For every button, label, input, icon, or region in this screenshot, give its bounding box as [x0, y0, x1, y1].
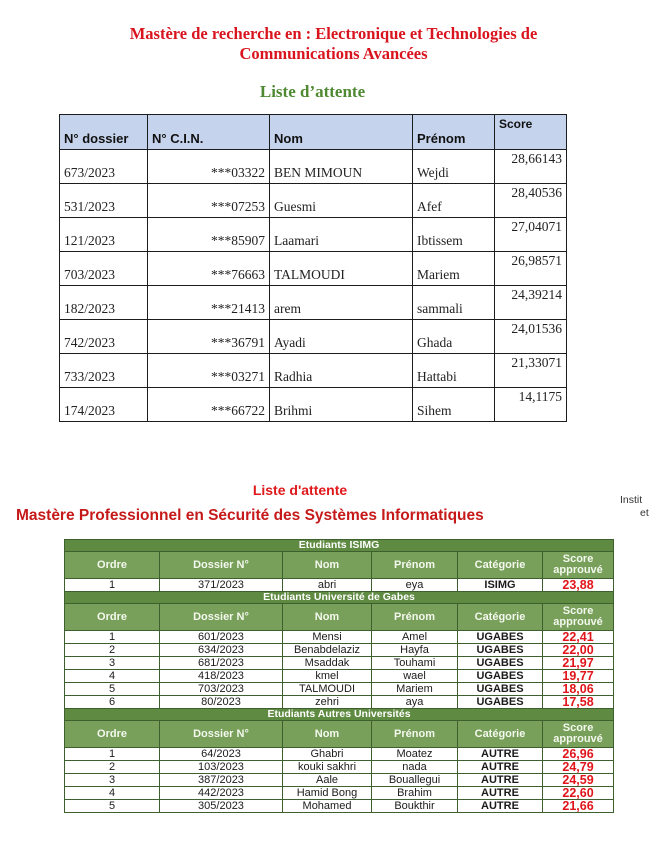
cell-dossier: 673/2023 — [60, 150, 148, 184]
cell-score: 17,58 — [543, 696, 614, 709]
table-row — [65, 631, 614, 644]
cell-prenom: Mariem — [413, 252, 495, 286]
cell-nom: BEN MIMOUN — [270, 150, 413, 184]
cell-score: 24,59 — [543, 774, 614, 787]
cell-dossier: 733/2023 — [60, 354, 148, 388]
header-categorie: Catégorie — [458, 721, 543, 748]
cell-categorie: AUTRE — [458, 748, 543, 761]
cell-cin: ***85907 — [148, 218, 270, 252]
header-score: Score — [495, 115, 567, 150]
header-nom: Nom — [283, 604, 372, 631]
cell-prenom: Brahim — [372, 787, 458, 800]
cell-prenom: eya — [372, 579, 458, 592]
table-row — [65, 657, 614, 670]
table-row — [65, 800, 614, 813]
cell-score: 14,1175 — [495, 388, 567, 422]
cell-prenom: sammali — [413, 286, 495, 320]
cell-nom: TALMOUDI — [283, 683, 372, 696]
group-header-row — [65, 709, 614, 721]
header-prenom: Prénom — [372, 721, 458, 748]
cell-ordre: 1 — [65, 748, 160, 761]
cell-dossier: 182/2023 — [60, 286, 148, 320]
group-label: Etudiants Autres Universités — [65, 709, 614, 721]
cell-categorie: UGABES — [458, 670, 543, 683]
cell-dossier: 80/2023 — [160, 696, 283, 709]
header-cin: N° C.I.N. — [148, 115, 270, 150]
header-ordre: Ordre — [65, 552, 160, 579]
cell-score: 23,88 — [543, 579, 614, 592]
cell-nom: arem — [270, 286, 413, 320]
table-row — [65, 696, 614, 709]
header-ordre: Ordre — [65, 721, 160, 748]
cell-dossier: 742/2023 — [60, 320, 148, 354]
cell-prenom: Bouallegui — [372, 774, 458, 787]
cell-score: 28,66143 — [495, 150, 567, 184]
cell-dossier: 174/2023 — [60, 388, 148, 422]
cell-ordre: 6 — [65, 696, 160, 709]
cell-dossier: 418/2023 — [160, 670, 283, 683]
research-master-title-line2: Communications Avancées — [239, 44, 428, 63]
cell-nom: TALMOUDI — [270, 252, 413, 286]
cell-categorie: UGABES — [458, 683, 543, 696]
header-categorie: Catégorie — [458, 604, 543, 631]
cell-categorie: UGABES — [458, 644, 543, 657]
table-row — [65, 774, 614, 787]
table-row — [60, 218, 567, 252]
cell-ordre: 1 — [65, 631, 160, 644]
cell-cin: ***03271 — [148, 354, 270, 388]
table-row — [65, 579, 614, 592]
cell-score: 21,97 — [543, 657, 614, 670]
cell-dossier: 64/2023 — [160, 748, 283, 761]
cell-categorie: ISIMG — [458, 579, 543, 592]
header-score — [543, 721, 614, 748]
group-label: Etudiants Université de Gabes — [65, 592, 614, 604]
group-label: Etudiants ISIMG — [65, 540, 614, 552]
cell-prenom: Hattabi — [413, 354, 495, 388]
header-score — [543, 604, 614, 631]
header-score — [543, 552, 614, 579]
table-row — [60, 184, 567, 218]
table-row — [60, 286, 567, 320]
cell-nom: kmel — [283, 670, 372, 683]
cell-nom: Ghabri — [283, 748, 372, 761]
header-dossier: Dossier N° — [160, 721, 283, 748]
cell-nom: Laamari — [270, 218, 413, 252]
pro-waiting-list-table — [64, 539, 614, 813]
table-row — [60, 388, 567, 422]
table-row — [65, 748, 614, 761]
cell-dossier: 371/2023 — [160, 579, 283, 592]
cell-ordre: 5 — [65, 683, 160, 696]
cell-ordre: 4 — [65, 670, 160, 683]
cell-cin: ***66722 — [148, 388, 270, 422]
cell-score: 26,98571 — [495, 252, 567, 286]
cell-categorie: UGABES — [458, 657, 543, 670]
header-nom: Nom — [283, 721, 372, 748]
cell-dossier: 681/2023 — [160, 657, 283, 670]
cell-score: 21,66 — [543, 800, 614, 813]
cell-score: 24,79 — [543, 761, 614, 774]
cell-dossier: 531/2023 — [60, 184, 148, 218]
cell-score: 18,06 — [543, 683, 614, 696]
table-row — [65, 683, 614, 696]
cell-score: 21,33071 — [495, 354, 567, 388]
column-header-row — [65, 604, 614, 631]
cell-nom: Ayadi — [270, 320, 413, 354]
cell-cin: ***07253 — [148, 184, 270, 218]
cell-score: 19,77 — [543, 670, 614, 683]
cell-prenom: Boukthir — [372, 800, 458, 813]
cell-dossier: 634/2023 — [160, 644, 283, 657]
cell-nom: Msaddak — [283, 657, 372, 670]
cell-nom: Mohamed — [283, 800, 372, 813]
research-table-body — [60, 150, 567, 422]
cell-prenom: Touhami — [372, 657, 458, 670]
cell-prenom: Amel — [372, 631, 458, 644]
cell-categorie: UGABES — [458, 631, 543, 644]
header-score-line2: approuvé — [553, 733, 603, 745]
cell-score: 24,01536 — [495, 320, 567, 354]
cell-score: 22,60 — [543, 787, 614, 800]
cell-categorie: AUTRE — [458, 800, 543, 813]
cell-ordre: 2 — [65, 644, 160, 657]
cell-ordre: 1 — [65, 579, 160, 592]
header-nom: Nom — [283, 552, 372, 579]
table-row — [65, 644, 614, 657]
cell-ordre: 5 — [65, 800, 160, 813]
table-row — [60, 320, 567, 354]
cell-categorie: AUTRE — [458, 774, 543, 787]
cell-cin: ***76663 — [148, 252, 270, 286]
research-waiting-list-table — [59, 114, 567, 422]
cell-score: 24,39214 — [495, 286, 567, 320]
cell-prenom: Ghada — [413, 320, 495, 354]
cell-prenom: nada — [372, 761, 458, 774]
cell-dossier: 103/2023 — [160, 761, 283, 774]
header-score-line1: Score — [562, 605, 594, 617]
cell-prenom: Ibtissem — [413, 218, 495, 252]
cell-nom: abri — [283, 579, 372, 592]
cutoff-line2: et — [640, 507, 649, 519]
waiting-list-heading: Liste d’attente — [259, 82, 366, 101]
header-score-line2: approuvé — [553, 564, 603, 576]
cell-score: 26,96 — [543, 748, 614, 761]
cell-dossier: 121/2023 — [60, 218, 148, 252]
cell-cin: ***21413 — [148, 286, 270, 320]
cell-prenom: Sihem — [413, 388, 495, 422]
cell-cin: ***36791 — [148, 320, 270, 354]
pro-master-title: Mastère Professionnel en Sécurité des Systèmes Informatiques — [16, 507, 484, 524]
cell-dossier: 305/2023 — [160, 800, 283, 813]
cell-nom: Mensi — [283, 631, 372, 644]
table-row — [65, 670, 614, 683]
table-row — [65, 787, 614, 800]
header-score-line1: Score — [562, 553, 594, 565]
cell-nom: kouki sakhri — [283, 761, 372, 774]
table-header-row — [60, 115, 567, 150]
cell-ordre: 3 — [65, 774, 160, 787]
cell-prenom: Moatez — [372, 748, 458, 761]
research-master-title — [0, 24, 667, 64]
cell-categorie: AUTRE — [458, 761, 543, 774]
table-row — [65, 761, 614, 774]
header-score-line2: approuvé — [553, 616, 603, 628]
cell-nom: Guesmi — [270, 184, 413, 218]
cell-categorie: UGABES — [458, 696, 543, 709]
cell-nom: Radhia — [270, 354, 413, 388]
cell-dossier: 387/2023 — [160, 774, 283, 787]
cell-dossier: 703/2023 — [160, 683, 283, 696]
cell-nom: Aale — [283, 774, 372, 787]
header-dossier: N° dossier — [60, 115, 148, 150]
cell-ordre: 3 — [65, 657, 160, 670]
column-header-row — [65, 721, 614, 748]
cell-categorie: AUTRE — [458, 787, 543, 800]
cell-prenom: Wejdi — [413, 150, 495, 184]
header-prenom: Prénom — [372, 604, 458, 631]
cell-nom: Brihmi — [270, 388, 413, 422]
header-categorie: Catégorie — [458, 552, 543, 579]
cell-nom: Hamid Bong — [283, 787, 372, 800]
cell-ordre: 4 — [65, 787, 160, 800]
cell-prenom: Hayfa — [372, 644, 458, 657]
cell-dossier: 442/2023 — [160, 787, 283, 800]
cell-prenom: Afef — [413, 184, 495, 218]
cell-dossier: 703/2023 — [60, 252, 148, 286]
cell-dossier: 601/2023 — [160, 631, 283, 644]
cell-prenom: Mariem — [372, 683, 458, 696]
cutoff-header-text — [620, 494, 649, 520]
header-dossier: Dossier N° — [160, 552, 283, 579]
cell-ordre: 2 — [65, 761, 160, 774]
table-row — [60, 252, 567, 286]
pro-table-body — [65, 540, 614, 813]
cell-score: 22,41 — [543, 631, 614, 644]
cell-prenom: wael — [372, 670, 458, 683]
cutoff-line1: Instit — [620, 494, 643, 506]
header-nom: Nom — [270, 115, 413, 150]
research-master-title-line1: Mastère de recherche en : Electronique et Technologies de — [129, 24, 538, 43]
cell-score: 28,40536 — [495, 184, 567, 218]
cell-nom: zehri — [283, 696, 372, 709]
cell-prenom: aya — [372, 696, 458, 709]
cell-nom: Benabdelaziz — [283, 644, 372, 657]
header-score-line1: Score — [562, 722, 594, 734]
group-header-row — [65, 592, 614, 604]
table-row — [60, 150, 567, 184]
header-prenom: Prénom — [372, 552, 458, 579]
group-header-row — [65, 540, 614, 552]
header-prenom: Prénom — [413, 115, 495, 150]
cell-cin: ***03322 — [148, 150, 270, 184]
header-dossier: Dossier N° — [160, 604, 283, 631]
pro-waiting-list-heading: Liste d'attente — [252, 482, 348, 498]
cell-score: 27,04071 — [495, 218, 567, 252]
header-ordre: Ordre — [65, 604, 160, 631]
cell-score: 22,00 — [543, 644, 614, 657]
column-header-row — [65, 552, 614, 579]
table-row — [60, 354, 567, 388]
